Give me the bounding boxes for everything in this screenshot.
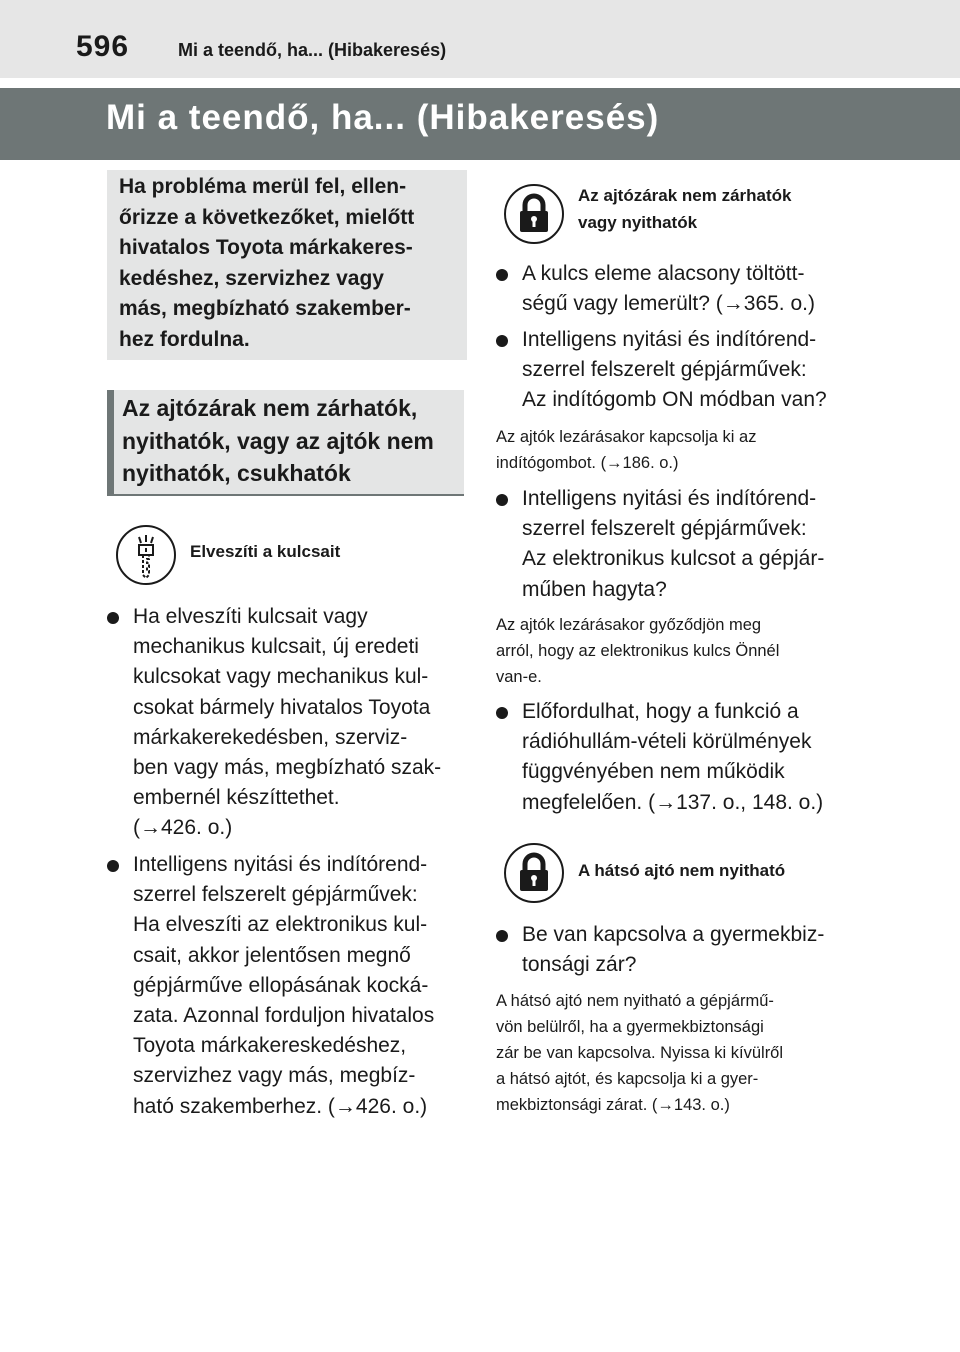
lock-icon [504,843,564,903]
list-item-text: Intelligens nyitási és indítórend- szerrel felszerelt gépjárművek: Ha elveszíti az elektronikus kul- csait, akkor jelentősen megnő gépjárműve ellopásának kocká- zata. Azonnal forduljon hivatalos Toyota márkakereskedéshez, szervizhez vagy más, megbíz- ható szakemberhez. (→426. o.) [133,853,435,1118]
list-item [107,602,467,844]
list-item [496,259,856,319]
bullet-dot [107,612,119,624]
list-item-text: Előfordulhat, hogy a funkció a rádióhullám-vételi körülmények függvényében nem működik megfelelően. (→137. o., 148. o.) [522,700,824,814]
bullet-dot [496,335,508,347]
list-item [107,850,467,1122]
intro-text: Ha probléma merül fel, ellen- őrizze a következőket, mielőtt hivatalos Toyota márkakeres- kedéshez, szervizhez vagy más, megbízható szakember- hez fordulna. [119,175,415,351]
list-item-text: Intelligens nyitási és indítórend- szerrel felszerelt gépjárművek: Az elektronikus kulcsot a gépjár- műben hagyta? [522,487,825,601]
subhead-back-door: A hátsó ajtó nem nyitható [578,861,786,880]
lock-icon [504,184,564,244]
list-item-text: A kulcs eleme alacsony töltött- ségű vagy lemerült? (→365. o.) [522,262,815,316]
page-title: Mi a teendő, ha... (Hibakeresés) [106,98,660,137]
key-icon [116,525,176,585]
note-text: Az ajtók lezárásakor győződjön meg arról, hogy az elektronikus kulcs Önnél van-e. [496,616,780,686]
page-number: 596 [76,30,130,63]
list-item [496,697,856,818]
list-item [496,920,856,980]
running-title: Mi a teendő, ha... (Hibakeresés) [178,40,447,60]
header-bar [0,0,960,78]
list-item-text: Be van kapcsolva a gyermekbiz- tonsági zár? [522,923,825,977]
subhead-lost-keys: Elveszíti a kulcsait [190,542,341,561]
list-item [496,325,856,416]
note-text: Az ajtók lezárásakor kapcsolja ki az indítógombot. (→186. o.) [496,428,757,472]
bullet-dot [496,494,508,506]
bullet-dot [496,930,508,942]
subhead-door-locks: Az ajtózárak nem zárhatók vagy nyithatók [578,186,792,232]
list-item-text: Intelligens nyitási és indítórend- szerrel felszerelt gépjárművek: Az indítógomb ON módban van? [522,328,827,412]
bullet-dot [107,860,119,872]
list-item [496,484,856,605]
bullet-dot [496,269,508,281]
section-heading: Az ajtózárak nem zárhatók, nyithatók, vagy az ajtók nem nyithatók, csukhatók [122,395,434,486]
note-text: A hátsó ajtó nem nyitható a gépjármű- vön belülről, ha a gyermekbiztonsági zár be van kapcsolva. Nyissa ki kívülről a hátsó ajtót, és kapcsolja ki a gyer- mekbiztonsági zárat. (→143. o.) [496,992,784,1114]
list-item-text: Ha elveszíti kulcsait vagy mechanikus kulcsait, új eredeti kulcsokat vagy mechanikus kul- csokat bármely hivatalos Toyota márkakerekedésben, szerviz- ben vagy más, megbízható szak- embernél készíttethet. (→426. o.) [133,605,442,840]
bullet-dot [496,707,508,719]
